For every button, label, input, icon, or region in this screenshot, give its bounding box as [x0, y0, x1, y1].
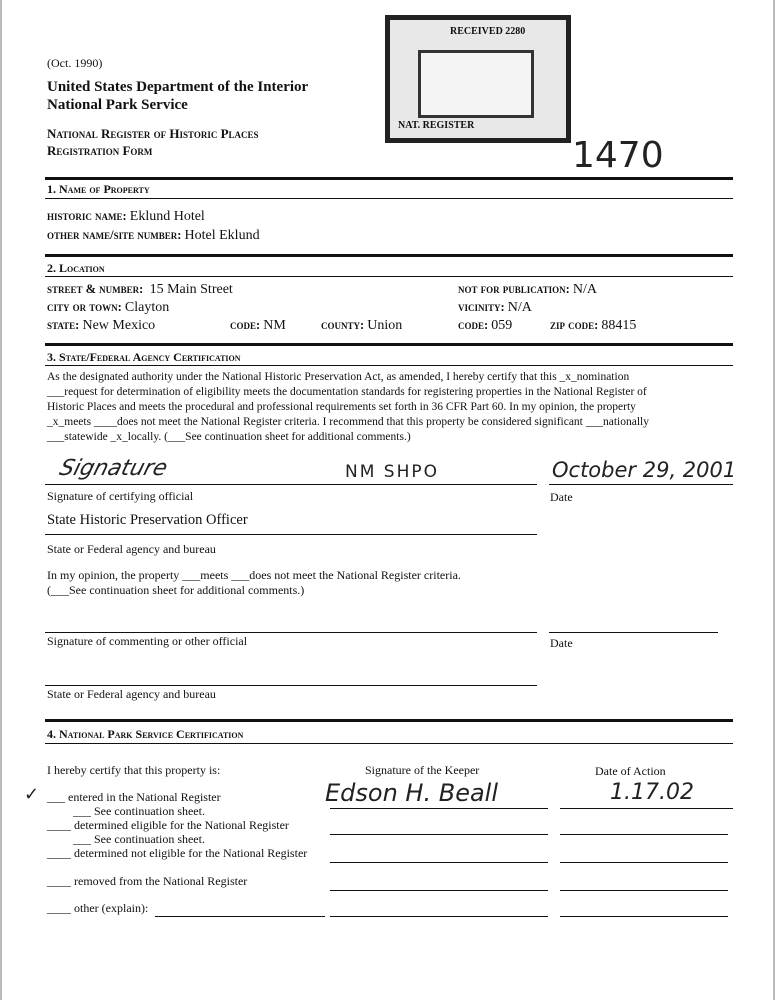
para-line: As the designated authority under the National Historic Preservation Act, as amended, I hereby certify that this _x_nomination: [47, 371, 630, 383]
agency-line: [45, 534, 537, 535]
county-label: county:: [321, 318, 365, 332]
form-revision: (Oct. 1990): [47, 56, 103, 70]
para-line: ___request for determination of eligibility meets the documentation standards for registering properties in the National Register of: [47, 386, 647, 398]
department-title: United States Department of the Interior: [47, 79, 309, 95]
street-value: 15 Main Street: [149, 282, 233, 297]
para-line: Historic Places and meets the procedural and professional requirements set forth in 36 CFR Part 60. In my opinion, the property: [47, 401, 636, 413]
opinion-line-2: (___See continuation sheet for additional comments.): [47, 583, 305, 597]
street-label: street & number:: [47, 282, 144, 296]
checkmark-icon: ✓: [24, 784, 40, 805]
signature-line: [45, 484, 537, 485]
date-action-line: [560, 890, 728, 891]
vicinity-value: N/A: [507, 300, 532, 315]
handwritten-date-action: 1.17.02: [610, 780, 694, 805]
keeper-label: Signature of the Keeper: [365, 763, 480, 777]
page-edge-left: [0, 0, 2, 1000]
status-other: ____ other (explain):: [47, 901, 149, 915]
certifying-signature: Signature: [56, 456, 171, 481]
date-label-2: Date: [550, 636, 573, 650]
date-action-label: Date of Action: [595, 764, 666, 778]
city-value: Clayton: [124, 300, 170, 315]
date-action-line: [560, 916, 728, 917]
status-removed: ____ removed from the National Register: [47, 874, 248, 888]
other-name-label: other name/site number:: [47, 228, 182, 242]
service-title: National Park Service: [47, 97, 188, 113]
status-see-continuation: ___ See continuation sheet.: [73, 804, 205, 818]
status-see-continuation-2: ___ See continuation sheet.: [73, 832, 205, 846]
stamp-text: RECEIVED 2280: [450, 26, 526, 37]
nfp-label: not for publication:: [458, 282, 570, 296]
certification-paragraph: [47, 370, 737, 445]
divider: [45, 177, 733, 180]
status-not-eligible: ____ determined not eligible for the National Register: [47, 846, 308, 860]
received-stamp: [385, 15, 571, 143]
divider: [45, 719, 733, 722]
state-label: state:: [47, 318, 80, 332]
keeper-line: [330, 890, 548, 891]
zip-value: 88415: [601, 318, 637, 333]
explain-line: [155, 916, 325, 917]
zip-label: zip code:: [550, 318, 599, 332]
vicinity-label: vicinity:: [458, 300, 505, 314]
date-action-line: [560, 834, 728, 835]
date-action-line: [560, 808, 733, 809]
date-label: Date: [550, 490, 573, 504]
date-action-line: [560, 862, 728, 863]
county-code-label: code:: [458, 318, 489, 332]
divider: [45, 254, 733, 257]
keeper-line: [330, 916, 548, 917]
divider: [45, 365, 733, 366]
section-2-heading: 2. Location: [47, 261, 105, 275]
code-value: NM: [263, 318, 286, 333]
commenting-label: Signature of commenting or other official: [47, 634, 248, 648]
form-subtitle: Registration Form: [47, 143, 153, 158]
code-label: code:: [230, 318, 261, 332]
keeper-line: [330, 808, 548, 809]
city-label: city or town:: [47, 300, 122, 314]
divider: [45, 198, 733, 199]
certify-label: I hereby certify that this property is:: [47, 763, 221, 777]
sig-label: Signature of certifying official: [47, 489, 194, 503]
commenting-date-line: [549, 632, 718, 633]
historic-name-label: historic name:: [47, 209, 127, 223]
divider: [45, 743, 733, 744]
para-line: _x_meets ____does not meet the National Register criteria. I recommend that this property be considered significant ___nationally: [47, 416, 649, 428]
date-line: [549, 484, 733, 485]
handwritten-date: October 29, 2001: [552, 458, 737, 482]
para-line: ___statewide _x_locally. (___See continuation sheet for additional comments.): [47, 431, 411, 443]
county-code-value: 059: [491, 318, 513, 333]
historic-name-value: Eklund Hotel: [129, 209, 205, 224]
opinion-line-1: In my opinion, the property ___meets ___does not meet the National Register criteria.: [47, 568, 461, 582]
section-4-heading: 4. National Park Service Certification: [47, 727, 244, 741]
nfp-value: N/A: [572, 282, 598, 297]
keeper-line: [330, 862, 548, 863]
county-value: Union: [367, 318, 403, 333]
agency-line-2: [45, 685, 537, 686]
state-value: New Mexico: [82, 318, 156, 333]
stamp-inner-box: [418, 50, 534, 118]
handwritten-number: 1470: [572, 135, 664, 176]
section-3-heading: 3. State/Federal Agency Certification: [47, 350, 241, 364]
stamp-text-2: NAT. REGISTER: [398, 120, 475, 131]
keeper-signature: Edson H. Beall: [325, 779, 499, 807]
agency-label-2: State or Federal agency and bureau: [47, 687, 216, 701]
agency-label: State or Federal agency and bureau: [47, 542, 216, 556]
status-entered: ___ entered in the National Register: [47, 790, 221, 804]
official-title: State Historic Preservation Officer: [47, 512, 248, 528]
status-eligible: ____ determined eligible for the National Register: [47, 818, 289, 832]
keeper-line: [330, 834, 548, 835]
divider: [45, 343, 733, 346]
form-title: National Register of Historic Places: [47, 126, 259, 141]
other-name-value: Hotel Eklund: [184, 228, 260, 243]
divider: [45, 276, 733, 277]
section-1-heading: 1. Name of Property: [47, 182, 150, 196]
handwritten-agency: NM SHPO: [345, 462, 439, 482]
commenting-signature-line: [45, 632, 537, 633]
